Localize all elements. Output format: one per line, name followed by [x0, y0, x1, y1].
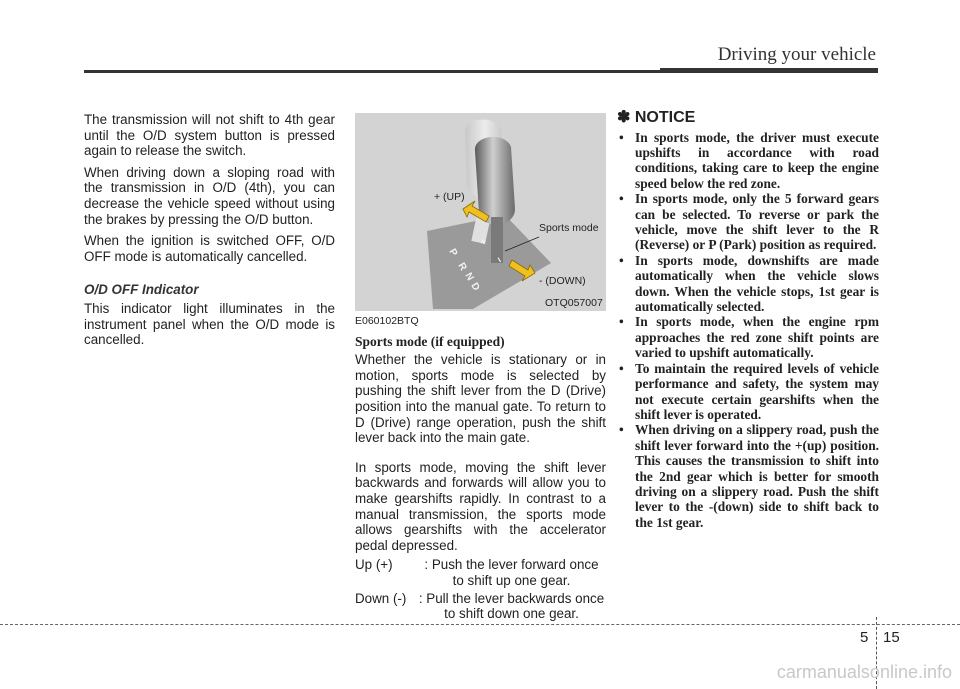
gate-plate [427, 215, 551, 309]
definition-desc: : Pull the lever backwards once to shift down one gear. [418, 590, 605, 622]
header-rule-accent [660, 68, 878, 73]
definition-down [355, 591, 606, 622]
gate-letter-n: N [462, 271, 476, 283]
paragraph: This indicator light illuminates in the instrument panel when the O/D mode is cancelled. [84, 300, 335, 348]
definition-term: Down (-) [355, 590, 407, 606]
paragraph: When driving down a sloping road with the transmission in O/D (4th), you can decrease the vehicle speed without using the brakes by pressing the O/D button. [84, 164, 335, 227]
subheading-od-off-indicator: O/D OFF Indicator [84, 282, 199, 298]
gate-minus-symbol: − [492, 255, 505, 266]
gate-plus-symbol: + [476, 237, 489, 248]
middle-column [355, 314, 606, 624]
paragraph: The transmission will not shift to 4th gear until the O/D system button is pressed again to release the switch. [84, 112, 335, 159]
notice-title: ✽ NOTICE [617, 109, 696, 126]
gate-letter-d: D [468, 281, 482, 293]
notice-column [617, 110, 879, 530]
section-title-sports-mode: Sports mode (if equipped) [355, 333, 505, 349]
section-code: E060102BTQ [355, 315, 419, 327]
paragraph: When the ignition is switched OFF, O/D OFF mode is automatically cancelled. [84, 233, 335, 264]
watermark: carmanualsonline.info [776, 662, 952, 682]
notice-item: • To maintain the required levels of vehicle performance and safety, the system may not execute certain gearshifts when the shift lever is operated. [617, 361, 879, 423]
definition-term: Up (+) [355, 557, 393, 573]
label-up: + (UP) [434, 191, 465, 203]
notice-item: • In sports mode, only the 5 forward gears can be selected. To reverse or park the vehicle, move the shift lever to the R (Reverse) or P (Park) position as required. [617, 191, 879, 253]
label-sports-mode: Sports mode [539, 222, 599, 234]
notice-item: • In sports mode, downshifts are made automatically when the vehicle slows down. When the vehicle stops, 1st gear is automatically selected. [617, 253, 879, 315]
gate-letter-p: P [446, 247, 460, 259]
left-column [84, 112, 335, 354]
definition-up [355, 557, 606, 588]
notice-item: • In sports mode, when the engine rpm approaches the red zone shift points are varied to upshift automatically. [617, 314, 879, 360]
notice-list [617, 130, 879, 531]
footer-rule [0, 624, 960, 625]
figure-code: OTQ057007 [545, 297, 603, 309]
paragraph: Whether the vehicle is stationary or in motion, sports mode is selected by pushing the shift lever from the D (Drive) position into the manual gate. To return to D (Drive) range operation, push the shift lever back into the main gate. [355, 352, 606, 446]
definition-desc: : Push the lever forward once to shift up one gear. [424, 557, 599, 588]
notice-item: • In sports mode, the driver must execute upshifts in accordance with road conditions, taking care to keep the engine speed below the red zone. [617, 130, 879, 192]
chapter-number: 5 [860, 629, 869, 646]
page-header-title: Driving your vehicle [717, 44, 876, 65]
paragraph: In sports mode, moving the shift lever backwards and forwards will allow you to make gearshifts rapidly. In contrast to a manual transmission, the sports mode allows gearshifts with the accelerator pedal depressed. [355, 459, 606, 553]
gate-letter-r: R [455, 261, 469, 273]
notice-item: • When driving on a slippery road, push the shift lever forward into the +(up) position. This causes the transmission to shift into the 2nd gear which is better for smooth driving on a slippery road. Push the shift lever to the -(down) side to shift back to the 1st gear. [617, 422, 879, 530]
shift-lever-illustration [355, 113, 606, 311]
label-down: - (DOWN) [539, 275, 586, 287]
page-number: 15 [883, 629, 900, 646]
